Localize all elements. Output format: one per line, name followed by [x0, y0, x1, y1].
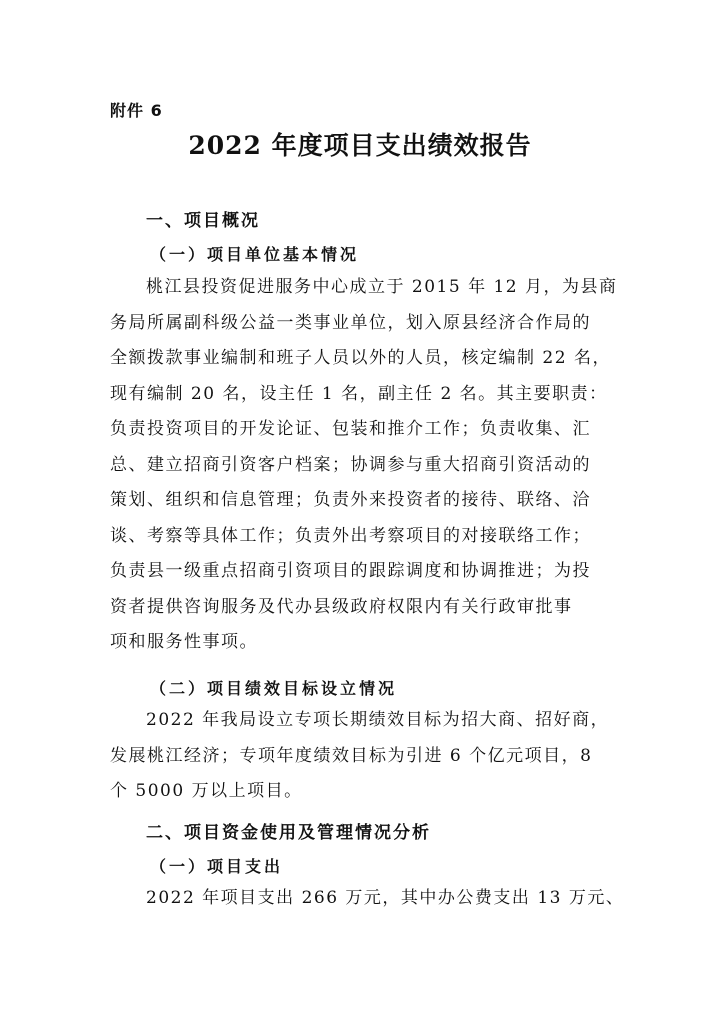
- section2-sub1-paragraph: [110, 881, 625, 917]
- page-title: 2022 年度项目支出绩效报告: [188, 131, 532, 160]
- section1-sub2-heading: （二）项目绩效目标设立情况: [150, 679, 398, 698]
- attachment-label: 附件 6: [110, 101, 163, 120]
- paragraph-line: 策划、组织和信息管理；负责外来投资者的接待、联络、洽: [110, 490, 591, 510]
- paragraph-line: 项和服务性事项。: [110, 632, 258, 652]
- section1-heading: 一、项目概况: [146, 211, 260, 231]
- section1-sub2-paragraph: [110, 703, 612, 810]
- paragraph-line: 谈、考察等具体工作；负责外出考察项目的对接联络工作；: [110, 525, 591, 546]
- section1-sub1-paragraph: [110, 270, 618, 661]
- paragraph-line: 发展桃江经济；专项年度绩效目标为引进 6 个亿元项目，8: [110, 745, 593, 766]
- paragraph-line: 负责投资项目的开发论证、包装和推介工作；负责收集、汇: [110, 419, 591, 439]
- paragraph-line: 2022 年项目支出 266 万元，其中办公费支出 13 万元、: [146, 888, 625, 908]
- section1-sub1-heading: （一）项目单位基本情况: [150, 245, 360, 264]
- paragraph-line: 务局所属副科级公益一类事业单位，划入原县经济合作局的: [110, 312, 591, 333]
- paragraph-line: 负责县一级重点招商引资项目的跟踪调度和协调推进；为投: [110, 561, 591, 581]
- section2-sub1-heading: （一）项目支出: [150, 857, 284, 876]
- paragraph-line: 总、建立招商引资客户档案；协调参与重大招商引资活动的: [110, 454, 591, 475]
- paragraph-line: 个 5000 万以上项目。: [110, 781, 303, 801]
- paragraph-line: 现有编制 20 名，设主任 1 名，副主任 2 名。其主要职责：: [110, 383, 608, 404]
- paragraph-line: 资者提供咨询服务及代办县级政府权限内有关行政审批事: [110, 596, 573, 617]
- paragraph-line: 桃江县投资促进服务中心成立于 2015 年 12 月，为县商: [146, 277, 618, 297]
- paragraph-line: 全额拨款事业编制和班子人员以外的人员，核定编制 22 名，: [110, 348, 611, 368]
- section2-heading: 二、项目资金使用及管理情况分析: [146, 823, 431, 843]
- paragraph-line: 2022 年我局设立专项长期绩效目标为招大商、招好商，: [146, 710, 610, 730]
